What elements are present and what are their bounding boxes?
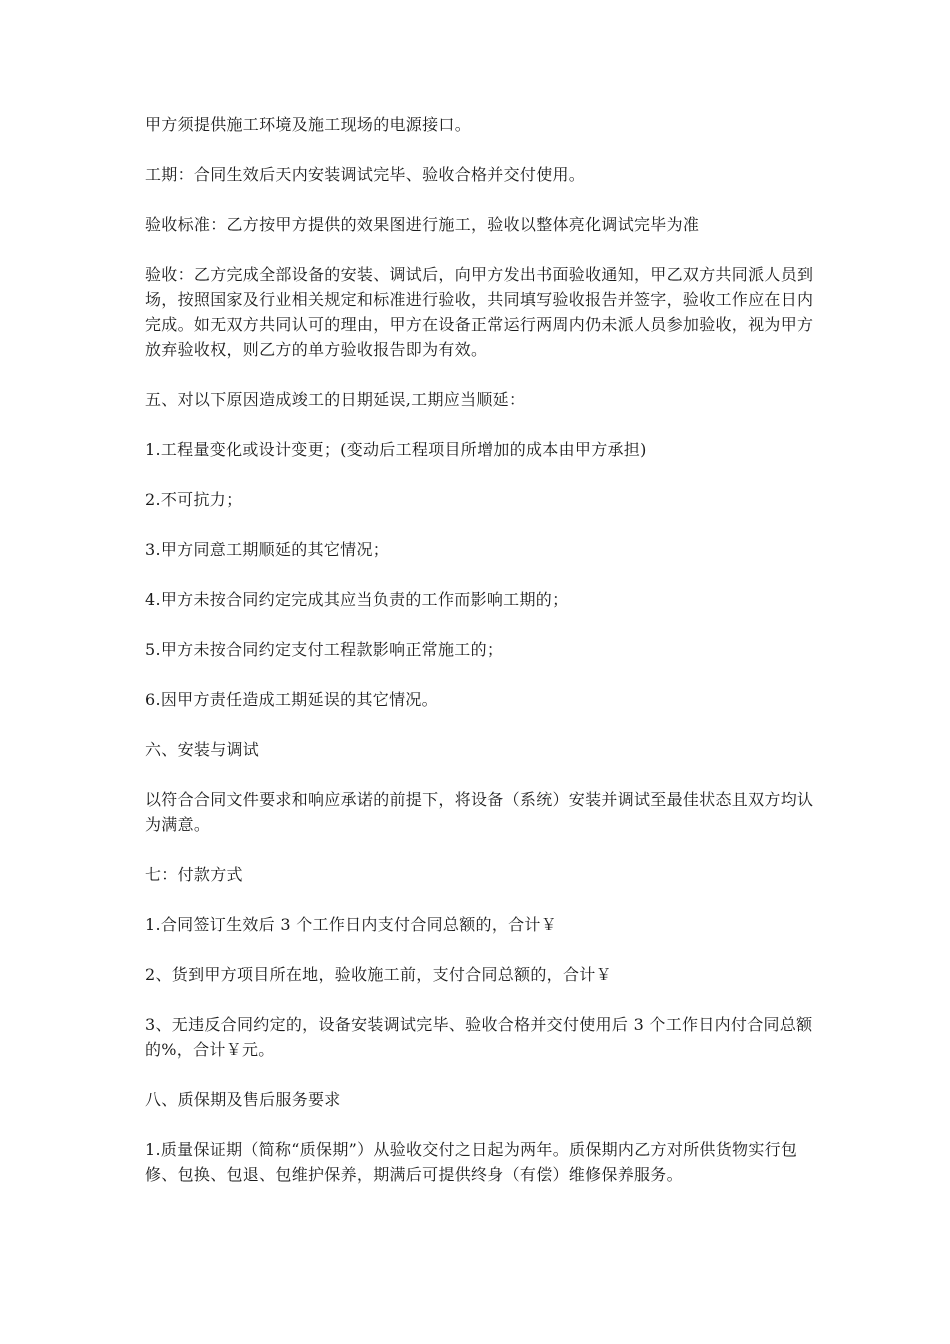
section-heading-payment: 七：付款方式 bbox=[145, 865, 243, 884]
section-heading-warranty: 八、质保期及售后服务要求 bbox=[145, 1090, 341, 1109]
list-item-delay-4: 4.甲方未按合同约定完成其应当负责的工作而影响工期的； bbox=[145, 590, 569, 609]
list-item-delay-2: 2.不可抗力； bbox=[145, 490, 243, 509]
list-item-delay-3: 3.甲方同意工期顺延的其它情况； bbox=[145, 540, 390, 559]
section-heading-delay: 五、对以下原因造成竣工的日期延误,工期应当顺延： bbox=[145, 390, 526, 409]
list-item-warranty-1: 1.质量保证期（简称“质保期”）从验收交付之日起为两年。质保期内乙方对所供货物实行包修、包换、包退、包维护保养，期满后可提供终身（有偿）维修保养服务。 bbox=[145, 1140, 798, 1184]
list-item-delay-5: 5.甲方未按合同约定支付工程款影响正常施工的； bbox=[145, 640, 504, 659]
paragraph-acceptance-standard: 验收标准：乙方按甲方提供的效果图进行施工，验收以整体亮化调试完毕为准 bbox=[145, 215, 700, 234]
list-item-delay-6: 6.因甲方责任造成工期延误的其它情况。 bbox=[145, 690, 438, 709]
paragraph-acceptance: 验收：乙方完成全部设备的安装、调试后，向甲方发出书面验收通知，甲乙双方共同派人员到场，按照国家及行业相关规定和标准进行验收，共同填写验收报告并签字，验收工作应在日内完成。如无双方共同认可的理由，甲方在设备正常运行两周内仍未派人员参加验收，视为甲方放弃验收权，则乙方的单方验收报告即为有效。 bbox=[145, 265, 814, 359]
paragraph-construction-period: 工期：合同生效后天内安装调试完毕、验收合格并交付使用。 bbox=[145, 165, 586, 184]
list-item-delay-1: 1.工程量变化或设计变更；(变动后工程项目所增加的成本由甲方承担) bbox=[145, 440, 647, 459]
section-heading-installation: 六、安装与调试 bbox=[145, 740, 260, 759]
paragraph-installation: 以符合合同文件要求和响应承诺的前提下，将设备（系统）安装并调试至最佳状态且双方均认为满意。 bbox=[145, 790, 814, 834]
paragraph-power-interface: 甲方须提供施工环境及施工现场的电源接口。 bbox=[145, 115, 472, 134]
document-body bbox=[145, 112, 815, 1212]
list-item-payment-1: 1.合同签订生效后 3 个工作日内支付合同总额的，合计￥ bbox=[145, 915, 558, 934]
list-item-payment-3: 3、无违反合同约定的，设备安装调试完毕、验收合格并交付使用后 3 个工作日内付合同总额的%，合计￥元。 bbox=[145, 1015, 813, 1059]
list-item-payment-2: 2、货到甲方项目所在地，验收施工前，支付合同总额的，合计￥ bbox=[145, 965, 612, 984]
